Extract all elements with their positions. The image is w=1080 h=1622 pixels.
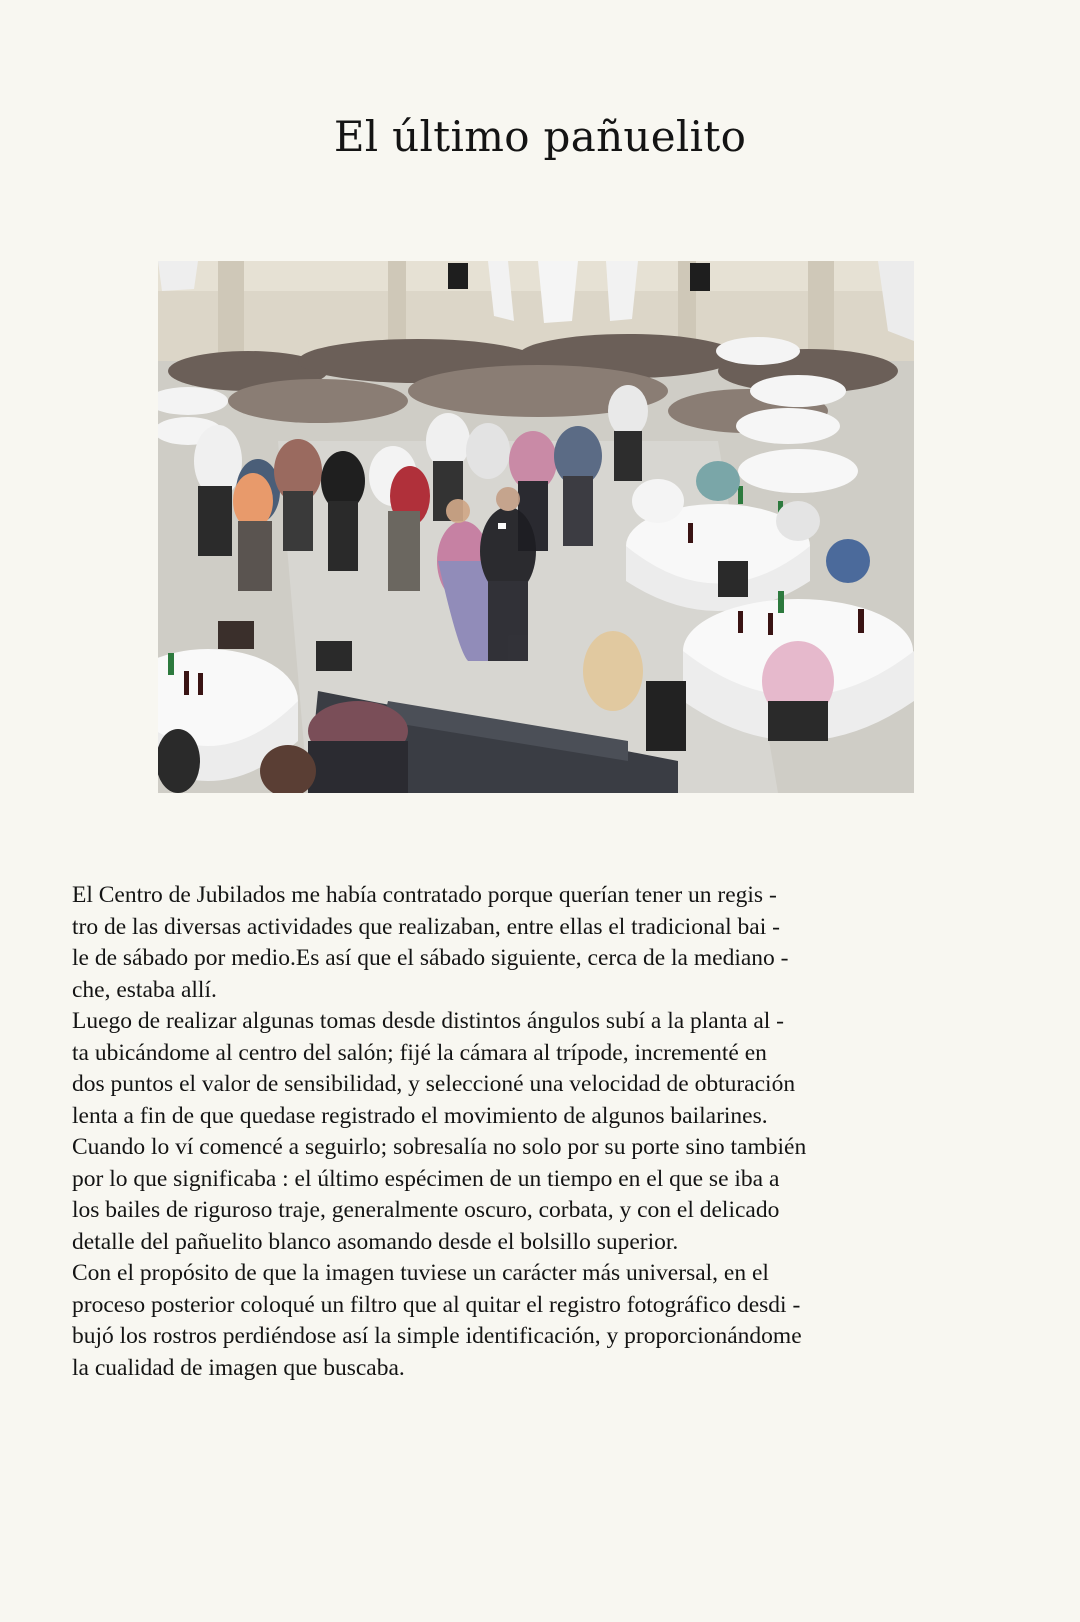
text-line: detalle del pañuelito blanco asomando desde el bolsillo superior. <box>72 1228 679 1255</box>
dance-hall-photo <box>158 261 914 793</box>
text-line: lenta a fin de que quedase registrado el movimiento de algunos bailarines. <box>72 1102 768 1129</box>
text-line: bujó los rostros perdiéndose así la simple identificación, y proporcionándome <box>72 1323 802 1349</box>
page-title: El último pañuelito <box>333 112 747 161</box>
text-line: El Centro de Jubilados me había contratado porque querían tener un regis - <box>72 882 777 908</box>
text-line: la cualidad de imagen que buscaba. <box>72 1354 405 1381</box>
text-line: tro de las diversas actividades que realizaban, entre ellas el tradicional bai - <box>72 913 780 940</box>
text-line: le de sábado por medio.Es así que el sábado siguiente, cerca de la mediano - <box>72 945 789 971</box>
text-line: por lo que significaba : el último espécimen de un tiempo en el que se iba a <box>72 1165 780 1192</box>
text-line: che, estaba allí. <box>72 976 217 1003</box>
text-line: proceso posterior coloqué un filtro que al quitar el registro fotográfico desdi - <box>72 1291 801 1318</box>
text-line: ta ubicándome al centro del salón; fijé la cámara al trípode, incrementé en <box>72 1039 767 1066</box>
text-line: Con el propósito de que la imagen tuviese un carácter más universal, en el <box>72 1260 769 1286</box>
text-line: dos puntos el valor de sensibilidad, y seleccioné una velocidad de obturación <box>72 1071 796 1097</box>
text-line: Cuando lo ví comencé a seguirlo; sobresalía no solo por su porte sino también <box>72 1134 807 1160</box>
text-line: Luego de realizar algunas tomas desde distintos ángulos subí a la planta al - <box>72 1008 784 1034</box>
text-line: los bailes de riguroso traje, generalmente oscuro, corbata, y con el delicado <box>72 1197 780 1223</box>
article-body <box>72 880 1012 1384</box>
